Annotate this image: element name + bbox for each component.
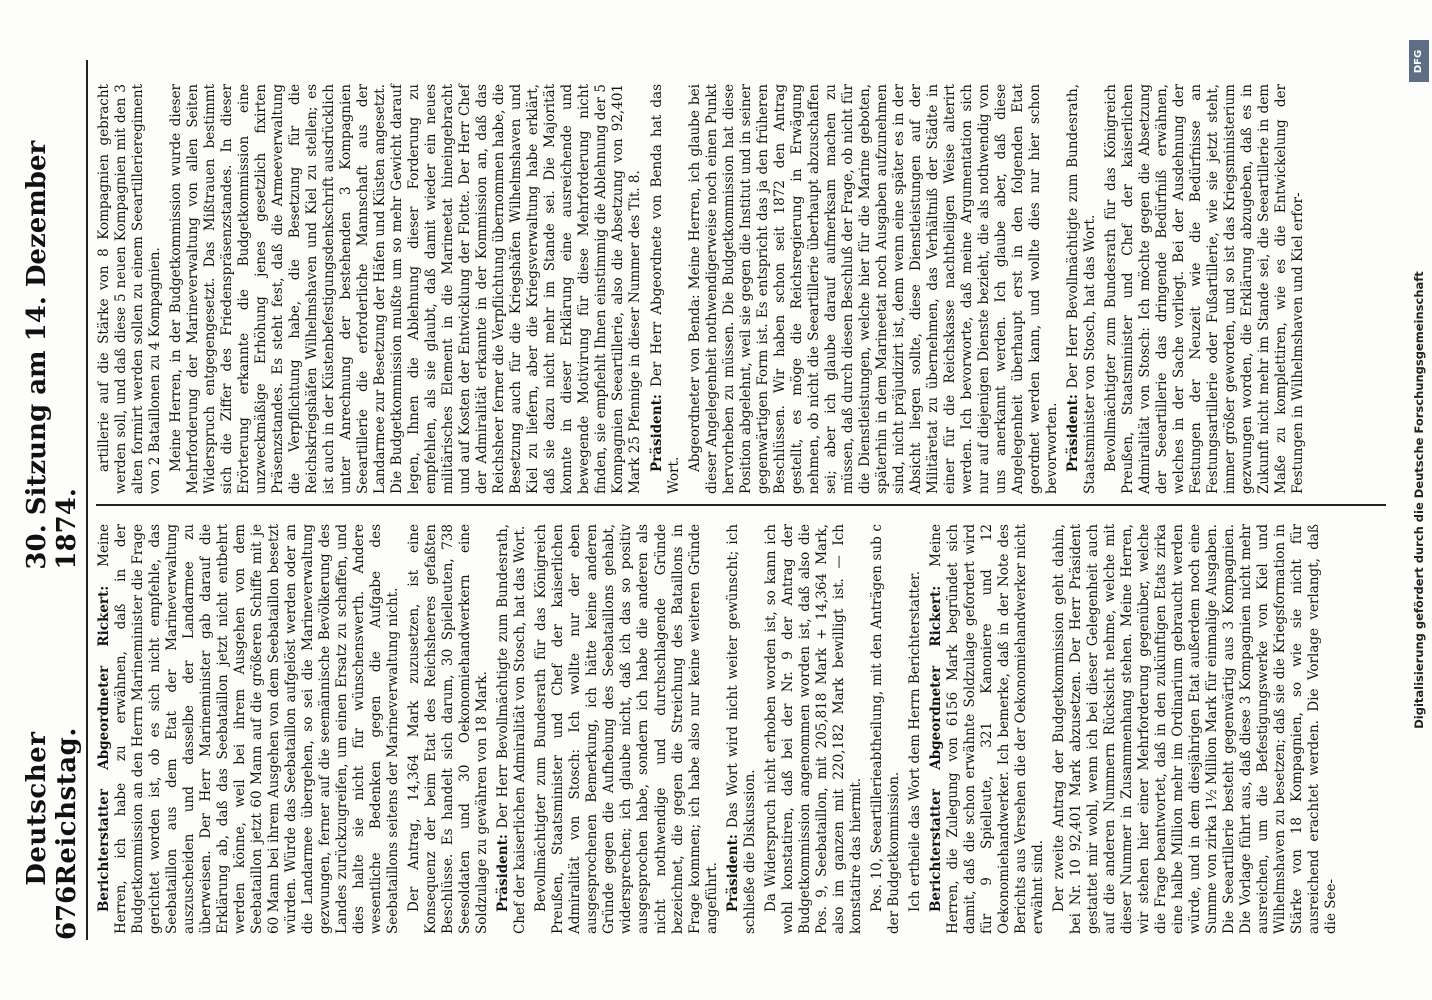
paragraph-text: Der Herr Bevollmächtigte zum Bundesrath, Staatsminister von Stosch, hat das Wort. bbox=[1064, 84, 1098, 494]
speaker-label: Berichterstatter Abgeordneter Rickert: bbox=[96, 585, 112, 912]
speaker-label: Präsident: bbox=[495, 834, 512, 912]
page-number: 676 bbox=[52, 885, 82, 940]
speaker-label: Präsident: bbox=[724, 834, 741, 912]
speaker-label: Berichterstatter Abgeordneter Rickert: bbox=[927, 585, 944, 912]
left-column bbox=[96, 524, 1386, 934]
speaker-label: Präsident: bbox=[1064, 394, 1081, 472]
paragraph bbox=[1103, 84, 1307, 494]
column-rule bbox=[96, 504, 1386, 506]
paragraph-text: Bevollmächtigter zum Bundesrath für das Königreich Preußen, Staatsminister und Chef der kaiserlichen Admiralität von Stosch: Ich möchte gegen die Absetzung der Seeartillerie das dringende Bedürfniß erwähnen, welches in der Sache vorliegt. Bei der Ausdehnung der Festungen der Neuzeit wie die Bedürfnisse an Festungsartillerie oder Fußartillerie, wie sie jetzt steht, immer größer geworden, und so ist das Kriegsministerium gezwungen worden, die Erklärung abzugeben, daß es in Zukunft nicht mehr im Stande sei, die Seeartillerie in dem Maße zu komplettiren, wie es die Entwickelung der Festungen in Wilhelmshaven und Kiel erfor- bbox=[1102, 84, 1307, 494]
document-page bbox=[22, 20, 1406, 980]
paragraph bbox=[96, 84, 164, 494]
paragraph bbox=[907, 524, 924, 934]
paragraph-text: Das Wort wird nicht weiter gewünscht; ich schließe die Diskussion. bbox=[724, 524, 758, 934]
paragraph bbox=[495, 524, 529, 934]
paragraph bbox=[168, 84, 644, 494]
paragraph-text: artillerie auf die Stärke von 8 Kompagnien gebracht werden soll, und daß diese 5 neuen Kompagnien mit den 3 alten formirt werden sollen zu einem Seeartillerieregiment von 2 Bataillonen zu 4 Kompagnien. bbox=[96, 84, 164, 494]
paragraph-text: Meine Herren, ich habe zu erwähnen, daß in der Budgetkommission an den Herrn Marineminister die Frage gerichtet worden ist, ob es sich nicht empfehle, das Seebataillon aus dem Etat der Marineverwaltung auszuscheiden und dasselbe der Landarmee zu überweisen. Der Herr Marineminister gab darauf die Erklärung ab, daß das Seebataillon jetzt nicht entbehrt werden könne, weil bei ihrem Ausgehen von dem Seebataillon jetzt 60 Mann auf die größeren Schiffe mit je 60 Mann bei ihrem Ausgehen von dem Seebataillon besetzt würden. Würde das Seebataillon aufgelöst werden oder an die Landarmee übergehen, so sei die Marineverwaltung gezwungen, ferner auf die seemännische Bevölkerung des Landes zurückzugreifen, um einen Ersatz zu schaffen, und dies halte sie nicht für wünschenswerth. Andere wesentliche Bedenken gegen die Aufgabe des Seebataillons seitens der Marineverwaltung nicht. bbox=[96, 524, 402, 934]
session-title: 30. Sitzung am 14. Dezember 1874. bbox=[22, 140, 82, 570]
paragraph-text: Bevollmächtigter zum Bundesrath für das Königreich Preußen, Staatsminister und Chef der kaiserlichen Admiralität von Stosch: Ich wollte nur der eben ausgesprochenen Bemerkung, ich hätte keine anderen Gründe gegen die Aufhebung des Seebataillons gehabt, widersprechen; ich glaube nicht, daß ich das so positiv ausgesprochen habe, sondern ich habe die anderen als nicht nothwendige und durchschlagende Gründe bezeichnet, die gegen die Streichung des Bataillons in Frage kommen; ich habe also nur keine weiteren Gründe angeführt. bbox=[533, 524, 720, 934]
paragraph-text: Da Widerspruch nicht erhoben worden ist, so kann ich wohl konstatiren, daß bei der Nr. 9 der Antrag der Budgetkommission angenommen worden ist, daß also die Pos. 9, Seebataillon, mit 205,818 Mark + 14,364 Mark, also im ganzen mit 220,182 Mark bewilligt ist. — Ich konstatire das hiermit. bbox=[762, 524, 864, 934]
paragraph-text: Der Herr Abgeordnete von Benda hat das Wort. bbox=[648, 84, 682, 494]
speaker-label: Präsident: bbox=[648, 394, 665, 472]
digitization-credit: Digitalisierung gefördert durch die Deutsche Forschungsgemeinschaft bbox=[1412, 271, 1426, 729]
paragraph bbox=[869, 524, 903, 934]
paragraph bbox=[1065, 84, 1099, 494]
paragraph bbox=[406, 524, 491, 934]
paragraph-text: Pos. 10, Seeartillerieabtheilung, mit den Anträgen sub c der Budgetkommission. bbox=[868, 524, 902, 934]
paragraph-text: Der Herr Bevollmächtigte zum Bundesrath, Chef der kaiserlichen Admiralität von Stosch, hat das Wort. bbox=[495, 524, 529, 934]
paragraph-text: Meine Herren, in der Budgetkommission wurde dieser Mehrforderung der Marineverwaltung von allen Seiten Widerspruch entgegengesetzt. Das Mißtrauen bestimmt sich die Ziffer des Friedenspräsenzstandes. In dieser Erörterung erkannte die Budgetkommission eine unzweckmäßige Erhöhung jenes gesetzlich fixirten Präsenzstandes. Es steht fest, daß die Armeeverwaltung die Verpflichtung habe, die Besetzung für die Reichskriegshäfen Wilhelmshaven und Kiel zu stellen; es ist auch in der Küstenbefestigungsdenkschrift ausdrücklich unter Anrechnung der bestehenden 3 Kompagnien Seeartillerie die erforderliche Mannschaft aus der Landarmee zur Besetzung der Häfen und Küsten angesetzt. Die Budgetkommission mußte um so mehr Gewicht darauf legen, Ihnen die Ablehnung dieser Forderung zu empfehlen, als sie glaubt, daß damit wieder ein neues militärisches Element in die Marineetat hineingebracht und auf Kosten der Entwicklung der Flotte. Der Herr Chef der Admiralität erkannte in der Kommission an, daß das Reichsheer ferner die Verpflichtung übernommen habe, die Besetzung auch für die Kriegshäfen Wilhelmshaven und Kiel zu liefern, aber die Kriegsverwaltung habe erklärt, daß sie dazu nicht mehr im Stande sei. Die Majorität konnte in dieser Erklärung eine ausreichende und bewegende Motivirung für diese Mehrforderung nicht finden, sie empfiehlt Ihnen einstimmig die Ablehnung der 5 Kompagnien Seeartillerie, also die Absetzung von 92,401 Mark 25 Pfennige in dieser Nummer des Tit. 8. bbox=[168, 83, 644, 494]
paragraph-text: Der zweite Antrag der Budgetkommission geht dahin, bei Nr. 10 92,401 Mark abzusetzen. Der Herr Präsident gestattet mir wohl, wenn ich bei dieser Gelegenheit auch auf die anderen Nummern Rücksicht nehme, welche mit dieser Nummer in Zusammenhang stehen. Meine Herren, wir stehen hier einer Mehrforderung gegenüber, welche die Frage beantwortet, daß in den zukünftigen Etats zirka eine halbe Million mehr im Ordinarium gebraucht werden würde, und in dem diesjährigen Etat außerdem noch eine Summe von zirka 1½ Million Mark für einmalige Ausgaben. Die Seeartillerie besteht gegenwärtig aus 3 Kompagnien. Die Vorlage führt aus, daß diese 3 Kompagnien nicht mehr ausreichen, um die Befestigungswerke von Kiel und Wilhelmshaven zu besetzen; daß sie die Kriegsformation in Stärke von 18 Kompagnien, so wie sie nicht für ausreichend erachtet werden. Die Vorlage verlangt, daß die See- bbox=[1050, 524, 1340, 934]
paragraph-text: Meine Herren, die Zulegung von 6156 Mark begründet sich damit, daß die schon erwähnte Soldzulage gefordert wird für 9 Spielleute, 321 Kanoniere und 12 Oekonomiehandwerker. Ich bemerke, daß in der Note des Berichts aus Versehen die der Oekonomiehandwerker nicht erwähnt sind. bbox=[927, 524, 1046, 934]
paragraph bbox=[763, 524, 865, 934]
paragraph-text: Der Antrag, 14,364 Mark zuzusetzen, ist eine Konsequenz der beim Etat des Reichsheeres gefaßten Beschlüsse. Es handelt sich darum, 30 Spielleuten, 738 Seesoldaten und 30 Oekonomiehandwerkern eine Soldzulage zu gewähren von 18 Mark. bbox=[406, 524, 491, 934]
digitization-sidebar bbox=[1406, 40, 1432, 960]
paragraph bbox=[928, 524, 1047, 934]
paragraph bbox=[96, 524, 402, 934]
paragraph bbox=[1051, 524, 1340, 934]
right-column bbox=[96, 84, 1386, 494]
paragraph-text: Abgeordneter von Benda: Meine Herren, ich glaube bei dieser Angelegenheit nothwendigerweise noch einen Punkt hervorheben zu müssen. Die Budgetkommission hat diese Position abgelehnt, weil sie gegen die Institut und in seiner gegenwärtigen Form ist. Es entspricht das ja den früheren Beschlüssen. Wir haben schon seit 1872 den Antrag gestellt, es möge die Reichsregierung in Erwägung nehmen, ob nicht die Seeartillerie überhaupt abzuschaffen sei; aber ich glaube darauf aufmerksam machen zu müssen, daß durch diesen Beschluß der Frage, ob nicht für die Dienstleistungen, welche hier für die Marine geboten, späterhin in dem Marineetat noch Ausgaben aufzunehmen sind, nicht präjudizirt ist, denn wenn eine später es in der Absicht liegen sollte, diese Dienstleistungen auf der Militäretat zu übernehmen, das Verhältniß der Städte in einer für die Reichskasse nachtheiligen Weise alterirt werden. Ich bevorworte, daß meine Argumentation sich nur auf diejenigen Dienste bezieht, die als nothwendig von uns anerkannt werden. Ich glaube aber, daß diese Angelegenheit überhaupt erst in den folgenden Etat geordnet werden kann, und wollte dies nur hier schon bevorworten. bbox=[686, 84, 1060, 494]
paragraph-text: Ich ertheile das Wort dem Herrn Berichterstatter. bbox=[906, 570, 923, 912]
paragraph bbox=[687, 84, 1061, 494]
paragraph bbox=[533, 524, 720, 934]
running-head bbox=[22, 60, 88, 940]
dfg-logo: DFG bbox=[1409, 40, 1429, 82]
paragraph bbox=[649, 84, 683, 494]
publication-title: Deutscher Reichstag. bbox=[22, 727, 82, 886]
paragraph bbox=[725, 524, 759, 934]
